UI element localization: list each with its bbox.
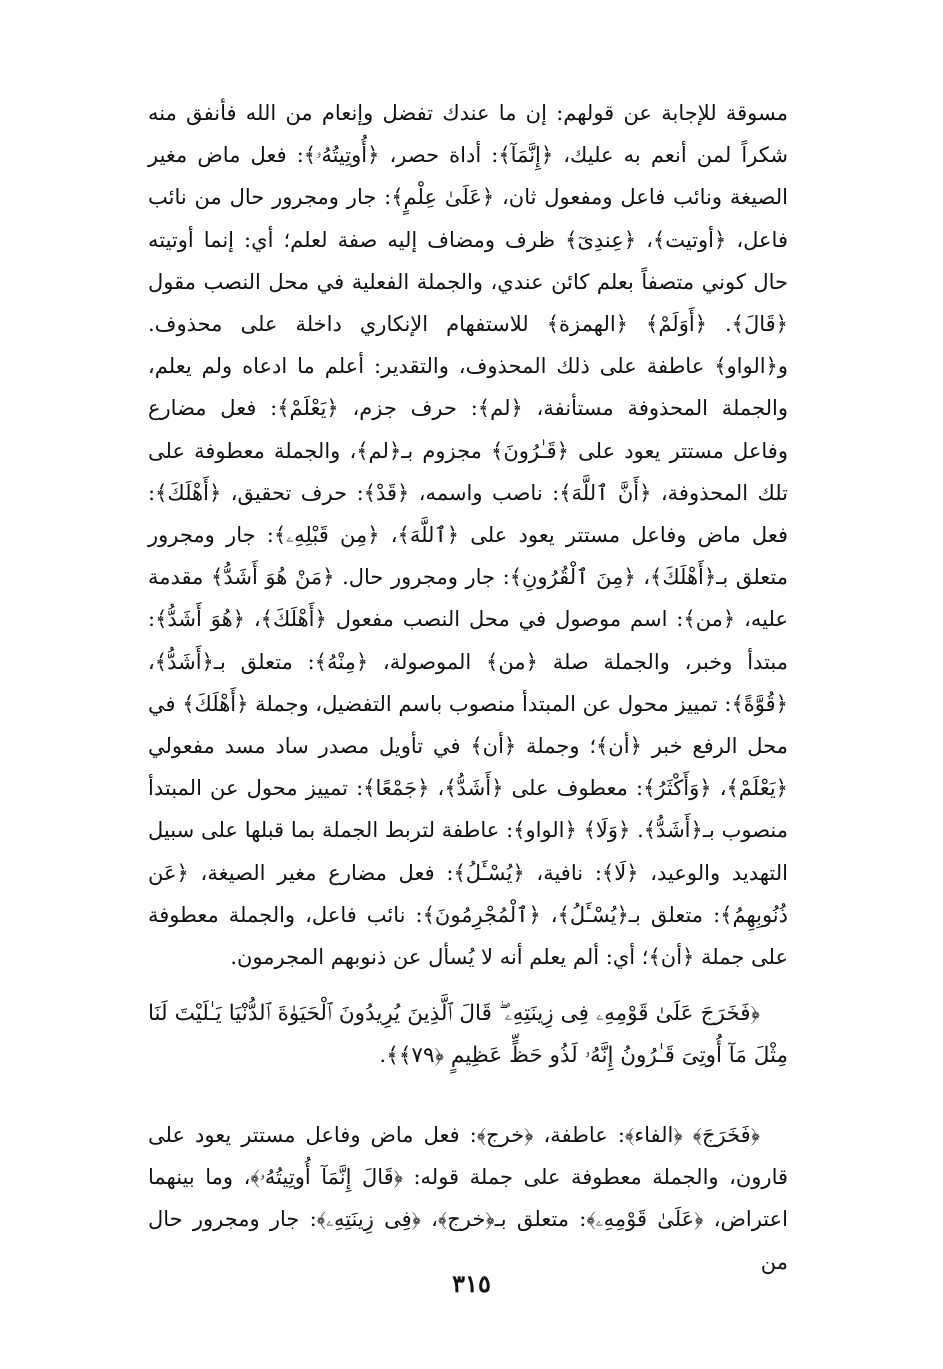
page-number: ٣١٥ — [452, 1269, 491, 1298]
commentary-paragraph: ﴿فَخَرَجَ﴾ ﴿الفاء﴾: عاطفة، ﴿خرج﴾: فعل ماض وفاعل مستتر يعود على قارون، والجملة معطوفة على جملة قوله: ﴿قَالَ إِنَّمَآ أُوتِيتُهُۥ﴾، وما بينهما اعتراض، ﴿عَلَىٰ قَوْمِهِۦ﴾: متعلق بـ﴿خرج﴾، ﴿فِى زِينَتِهِۦ﴾: جار ومجرور حال من — [148, 1123, 788, 1274]
body-paragraph: مسوقة للإجابة عن قولهم: إن ما عندك تفضل وإنعام من الله فأنفق منه شكراً لمن أنعم به عليك، ﴿إِنَّمَآ﴾: أداة حصر، ﴿أُوتِيتُهُۥ﴾: فعل ماض مغير الصيغة ونائب فاعل ومفعول ثان، ﴿عَلَىٰ عِلْمٍ﴾: جار ومجرور حال من نائب فاعل، ﴿أوتيت﴾، ﴿عِندِىٓ﴾ ظرف ومضاف إليه صفة لعلم؛ أي: إنما أوتيته حال كوني متصفاً بعلم كائن عندي، والجملة الفعلية في محل النصب مقول ﴿قَالَ﴾. ﴿أَوَلَمْ﴾ ﴿الهمزة﴾ للاستفهام الإنكاري داخلة على محذوف. و﴿الواو﴾ عاطفة على ذلك المحذوف، والتقدير: أعلم ما ادعاه ولم يعلم، والجملة المحذوفة مستأنفة، ﴿لم﴾: حرف جزم، ﴿يَعْلَمْ﴾: فعل مضارع وفاعل مستتر يعود على ﴿قَـٰرُونَ﴾ مجزوم بـ﴿لم﴾، والجملة معطوفة على تلك المحذوفة، ﴿أَنَّ ٱللَّهَ﴾: ناصب واسمه، ﴿قَدْ﴾: حرف تحقيق، ﴿أَهْلَكَ﴾: فعل ماض وفاعل مستتر يعود على ﴿ٱللَّهَ﴾، ﴿مِن قَبْلِهِۦ﴾: جار ومجرور متعلق بـ﴿أَهْلَكَ﴾، ﴿مِنَ ٱلْقُرُونِ﴾: جار ومجرور حال. ﴿مَنْ هُوَ أَشَدُّ﴾ مقدمة عليه، ﴿من﴾: اسم موصول في محل النصب مفعول ﴿أَهْلَكَ﴾، ﴿هُوَ أَشَدُّ﴾: مبتدأ وخبر، والجملة صلة ﴿من﴾ الموصولة، ﴿مِنْهُ﴾: متعلق بـ﴿أَشَدُّ﴾، ﴿قُوَّةً﴾: تمييز محول عن المبتدأ منصوب باسم التفضيل، وجملة ﴿أَهْلَكَ﴾ في محل الرفع خبر ﴿أن﴾؛ وجملة ﴿أن﴾ في تأويل مصدر ساد مسد مفعولي ﴿يَعْلَمْ﴾، ﴿وَأَكْثَرُ﴾: معطوف على ﴿أَشَدُّ﴾، ﴿جَمْعًا﴾: تمييز محول عن المبتدأ منصوب بـ﴿أَشَدُّ﴾. ﴿وَلَا﴾ ﴿الواو﴾: عاطفة لتربط الجملة بما قبلها على سبيل التهديد والوعيد، ﴿لَا﴾: نافية، ﴿يُسْـَٔلُ﴾: فعل مضارع مغير الصيغة، ﴿عَن ذُنُوبِهِمُ﴾: متعلق بـ﴿يُسْـَٔلُ﴾، ﴿ٱلْمُجْرِمُونَ﴾: نائب فاعل، والجملة معطوفة على جملة ﴿أن﴾؛ أي: ألم يعلم أنه لا يُسأل عن ذنوبهم المجرمون. — [148, 101, 788, 970]
quran-verse: ﴿فَخَرَجَ عَلَىٰ قَوْمِهِۦ فِى زِينَتِهِۦ ۖ قَالَ ٱلَّذِينَ يُرِيدُونَ ٱلْحَيَوٰةَ ٱلدُّنْيَا يَـٰلَيْتَ لَنَا مِثْلَ مَآ أُوتِىَ قَـٰرُونُ إِنَّهُۥ لَذُو حَظٍّ عَظِيمٍ ﴿٧٩﴾﴾. — [148, 1001, 788, 1068]
